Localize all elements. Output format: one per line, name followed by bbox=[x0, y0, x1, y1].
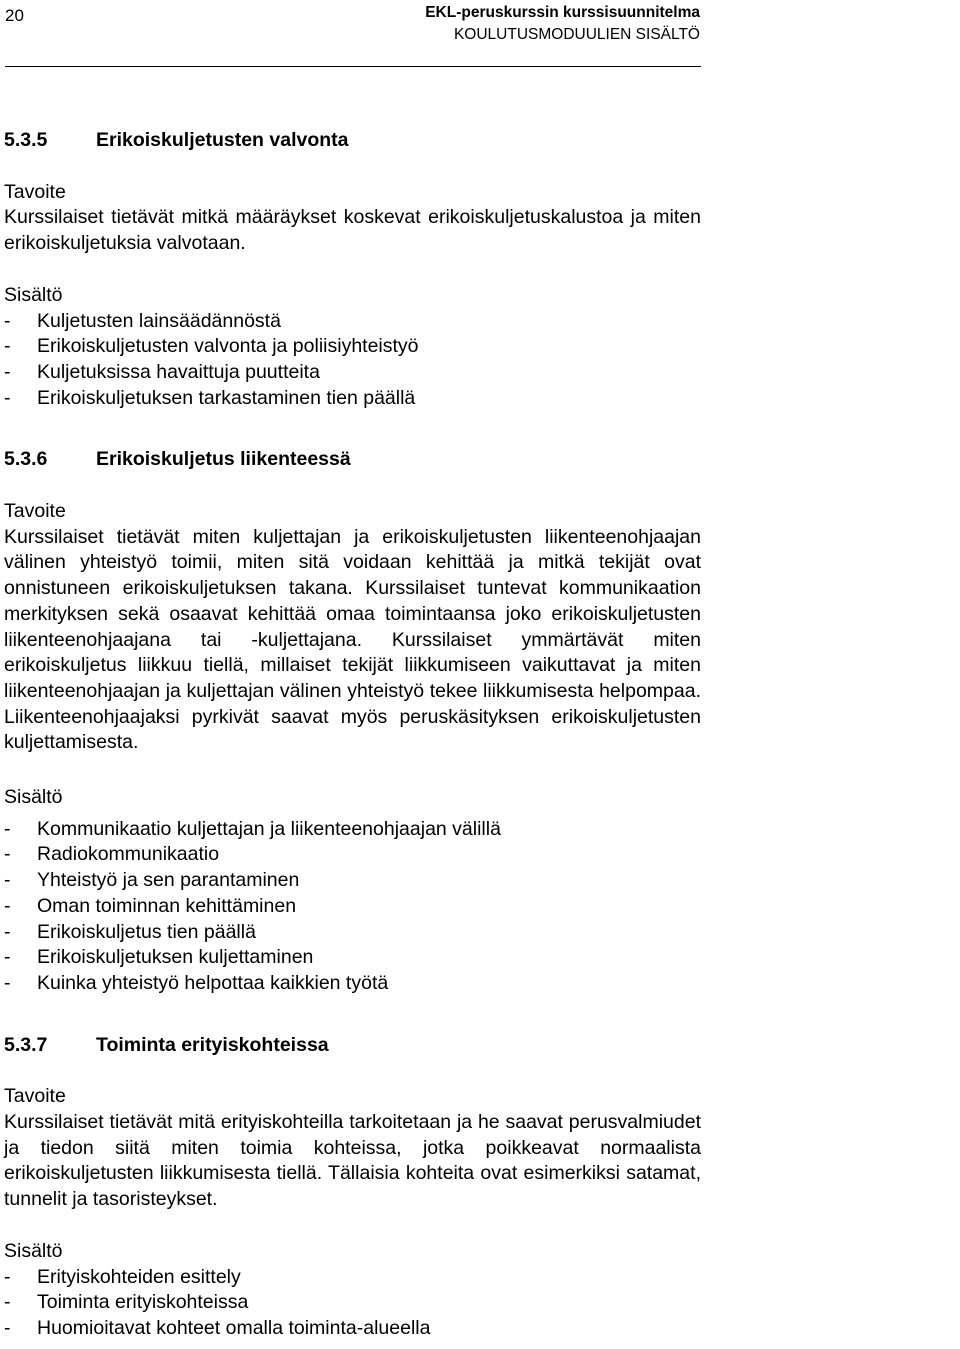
section-number: 5.3.6 bbox=[4, 448, 48, 471]
section-heading bbox=[4, 447, 701, 473]
list-item: - Erikoiskuljetuksen kuljettaminen bbox=[4, 945, 701, 971]
list-item: - Erityiskohteiden esittely bbox=[4, 1265, 701, 1291]
list-item: - Radiokommunikaatio bbox=[4, 842, 701, 868]
spacer bbox=[4, 411, 701, 447]
content-label: Sisältö bbox=[4, 1239, 63, 1262]
list-item: - Toiminta erityiskohteissa bbox=[4, 1290, 701, 1316]
section-heading bbox=[4, 128, 701, 154]
header-title: EKL-peruskurssin kurssisuunnitelma bbox=[425, 4, 700, 21]
list-item-text: Radiokommunikaatio bbox=[37, 843, 220, 866]
list-item: - Kuinka yhteistyö helpottaa kaikkien työtä bbox=[4, 971, 701, 997]
header-divider bbox=[5, 66, 701, 67]
section-number: 5.3.7 bbox=[4, 1033, 48, 1056]
spacer bbox=[4, 473, 701, 499]
spacer bbox=[4, 257, 701, 283]
list-item-text: Kommunikaatio kuljettajan ja liikenteenohjaajan välillä bbox=[37, 817, 501, 840]
goal-text-content: Kurssilaiset tietävät mitkä määräykset koskevat erikoiskuljetuskalustoa ja miten erikoiskuljetuksia valvotaan. bbox=[4, 206, 701, 255]
spacer bbox=[4, 154, 701, 180]
list-item: - Yhteistyö ja sen parantaminen bbox=[4, 868, 701, 894]
document-body bbox=[4, 128, 701, 1342]
list-item: - Kuljetusten lainsäädännöstä bbox=[4, 309, 701, 335]
section-title: Toiminta erityiskohteissa bbox=[96, 1033, 329, 1056]
list-item-text: Yhteistyö ja sen parantaminen bbox=[37, 869, 300, 892]
list-item: - Oman toiminnan kehittäminen bbox=[4, 894, 701, 920]
goal-label: Tavoite bbox=[4, 500, 66, 522]
list-item-text: Erikoiskuljetuksen kuljettaminen bbox=[37, 946, 314, 969]
content-label: Sisältö bbox=[4, 786, 63, 809]
goal-text bbox=[4, 1110, 701, 1213]
list-item-text: Erityiskohteiden esittely bbox=[37, 1265, 241, 1288]
list-item-text: Erikoiskuljetusten valvonta ja poliisiyhteistyö bbox=[37, 335, 419, 358]
spacer bbox=[4, 1058, 701, 1084]
header-block bbox=[300, 2, 700, 46]
goal-text-content: Kurssilaiset tietävät mitä erityiskohteilla tarkoitetaan ja he saavat perusvalmiudet ja tiedon siitä miten toimia kohteissa, jotka poikkeavat normaalista erikoiskuljetusten liikkumisesta tiellä. Tällaisia kohteita ovat esimerkiksi satamat, tunnelit ja tasoristeykset. bbox=[4, 1111, 701, 1211]
list-item: - Kommunikaatio kuljettajan ja liikenteenohjaajan välillä bbox=[4, 817, 701, 843]
list-item-text: Erikoiskuljetus tien päällä bbox=[37, 920, 256, 943]
goal-label: Tavoite bbox=[4, 180, 66, 203]
spacer bbox=[4, 1213, 701, 1239]
content-list bbox=[4, 817, 701, 997]
list-item-text: Kuljetusten lainsäädännöstä bbox=[37, 309, 281, 332]
section-number: 5.3.5 bbox=[4, 129, 48, 151]
list-item-text: Kuinka yhteistyö helpottaa kaikkien työtä bbox=[37, 971, 389, 994]
list-item: - Erikoiskuljetuksen tarkastaminen tien päällä bbox=[4, 386, 701, 412]
list-item: - Huomioitavat kohteet omalla toiminta-alueella bbox=[4, 1316, 701, 1342]
header-subtitle: KOULUTUSMODUULIEN SISÄLTÖ bbox=[453, 26, 700, 43]
goal-text-content: Kurssilaiset tietävät miten kuljettajan ja erikoiskuljetusten liikenteenohjaajan välinen yhteistyö toimii, miten sitä voidaan kehittää ja mitkä tekijät ovat onnistuneen erikoiskuljetuksen takana. Kurssilaiset tuntevat kommunikaation merkityksen sekä osaavat kehittää omaa toimintaansa joko erikoiskuljetusten liikenteenohjaajana tai -kuljettajana. Kurssilaiset ymmärtävät miten erikoiskuljetus liikkuu tiellä, millaiset tekijät liikkumiseen vaikuttavat ja miten liikenteenohjaajan ja kuljettajan välinen yhteistyö tekee liikkumisesta helpompaa. Liikenteenohjaajaksi pyrkivät saavat myös peruskäsityksen erikoiskuljetusten kuljettamisesta. bbox=[4, 525, 701, 754]
list-item: - Kuljetuksissa havaittuja puutteita bbox=[4, 360, 701, 386]
content-list bbox=[4, 1265, 701, 1342]
list-item-text: Erikoiskuljetuksen tarkastaminen tien päällä bbox=[37, 386, 416, 409]
content-list bbox=[4, 309, 701, 412]
section-heading bbox=[4, 1033, 701, 1059]
spacer bbox=[4, 997, 701, 1033]
list-item-text: Kuljetuksissa havaittuja puutteita bbox=[37, 360, 320, 383]
section-title: Erikoiskuljetusten valvonta bbox=[96, 129, 349, 151]
goal-text bbox=[4, 525, 701, 756]
list-item-text: Oman toiminnan kehittäminen bbox=[37, 894, 297, 917]
goal-label: Tavoite bbox=[4, 1085, 66, 1108]
list-item: - Erikoiskuljetus tien päällä bbox=[4, 920, 701, 946]
page-number: 20 bbox=[5, 6, 24, 25]
section-title: Erikoiskuljetus liikenteessä bbox=[96, 448, 351, 471]
goal-text bbox=[4, 205, 701, 256]
list-item-text: Toiminta erityiskohteissa bbox=[37, 1291, 249, 1314]
list-item: - Erikoiskuljetusten valvonta ja poliisiyhteistyö bbox=[4, 334, 701, 360]
content-label: Sisältö bbox=[4, 283, 63, 306]
list-item-text: Huomioitavat kohteet omalla toiminta-alueella bbox=[37, 1316, 431, 1339]
spacer bbox=[4, 756, 701, 785]
